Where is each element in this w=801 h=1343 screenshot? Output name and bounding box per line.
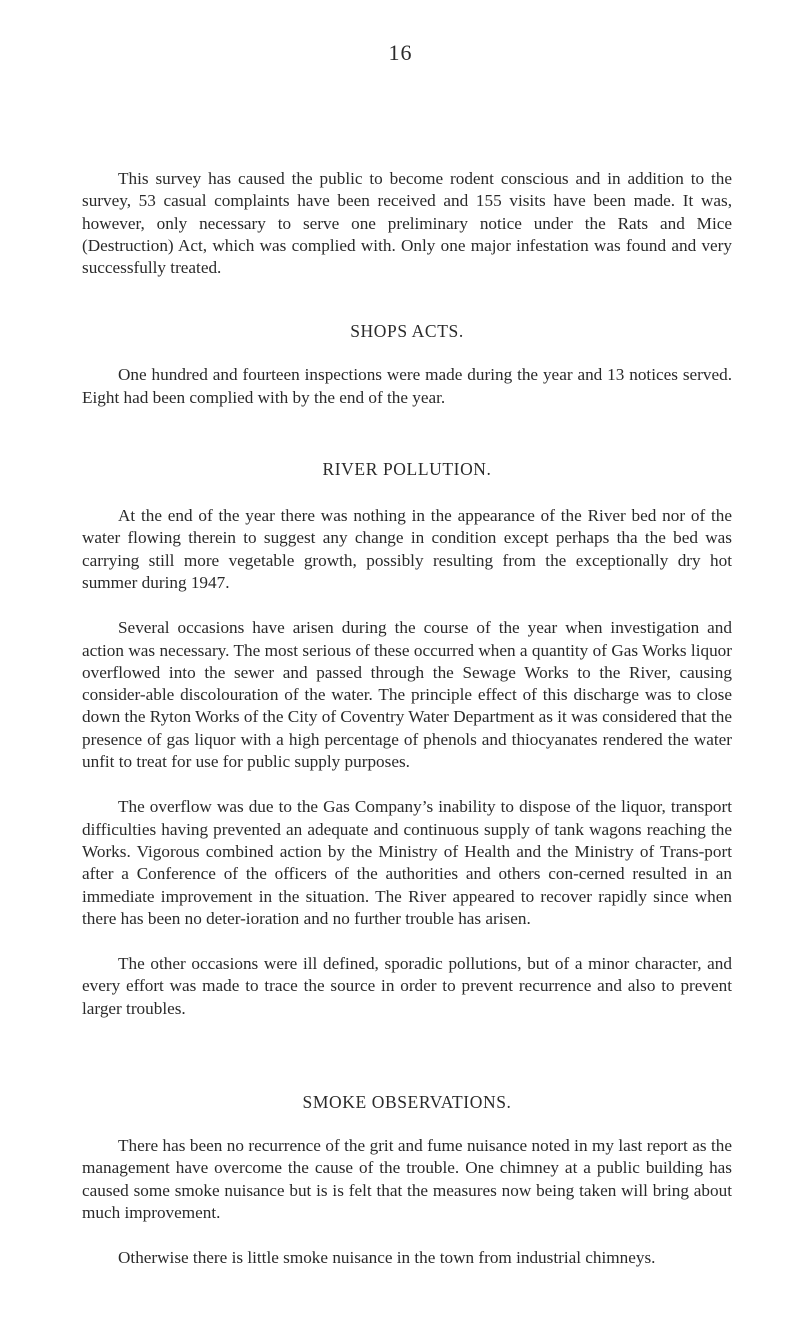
section-heading-smoke-observations: SMOKE OBSERVATIONS. xyxy=(302,1092,512,1113)
shops-acts-section xyxy=(82,320,732,409)
river-pollution-paragraph-4: The other occasions were ill defined, sporadic pollutions, but of a minor character, and every effort was made to trace the source in order to prevent recurrence and also to prevent larger troubles. xyxy=(82,954,732,1018)
intro-paragraph: This survey has caused the public to become rodent conscious and in addition to the survey, 53 casual complaints have been received and 155 visits have been made. It was, however, only necessary to serve one preliminary notice under the Rats and Mice (Destruction) Act, which was complied with. Only one major infestation was found and very successfully treated. xyxy=(82,169,732,278)
river-pollution-section xyxy=(82,458,732,1020)
section-heading-shops-acts: SHOPS ACTS. xyxy=(350,321,464,342)
section-heading-river-pollution: RIVER POLLUTION. xyxy=(322,459,492,480)
shops-acts-paragraph: One hundred and fourteen inspections were made during the year and 13 notices served. Eight had been complied with by the end of the year. xyxy=(82,365,732,407)
page-content xyxy=(82,168,732,1270)
river-pollution-paragraph-1: At the end of the year there was nothing in the appearance of the River bed nor of the water flowing therein to suggest any change in condition except perhaps tha the bed was carrying still more vegetable growth, possibly resulting from the exceptionally dry hot summer during 1947. xyxy=(82,506,732,592)
smoke-observations-paragraph-1: There has been no recurrence of the grit and fume nuisance noted in my last report as the management have overcome the cause of the trouble. One chimney at a public building has caused some smoke nuisance but is is felt that the measures now being taken will bring about much improvement. xyxy=(82,1136,732,1222)
river-pollution-paragraph-2: Several occasions have arisen during the course of the year when investigation and action was necessary. The most serious of these occurred when a quantity of Gas Works liquor overflowed into the sewer and passed through the Sewage Works to the River, causing consider-able discolouration of the water. The principle effect of this discharge was to close down the Ryton Works of the City of Coventry Water Department as it was considered that the presence of gas liquor with a high percentage of phenols and thiocyanates rendered the water unfit to treat for use for public supply purposes. xyxy=(82,618,732,772)
smoke-observations-paragraph-2: Otherwise there is little smoke nuisance in the town from industrial chimneys. xyxy=(118,1248,656,1268)
smoke-observations-section xyxy=(82,1091,732,1269)
river-pollution-paragraph-3: The overflow was due to the Gas Company’s inability to dispose of the liquor, transport difficulties having prevented an adequate and continuous supply of tank wagons reaching the Works. Vigorous combined action by the Ministry of Health and the Ministry of Trans-port after a Conference of the officers of the authorities and others con-cerned resulted in an immediate improvement in the situation. The River appeared to recover rapidly since when there has been no deter-ioration and no further trouble has arisen. xyxy=(82,797,732,928)
intro-section xyxy=(82,168,732,279)
page-number: 16 xyxy=(388,40,413,65)
